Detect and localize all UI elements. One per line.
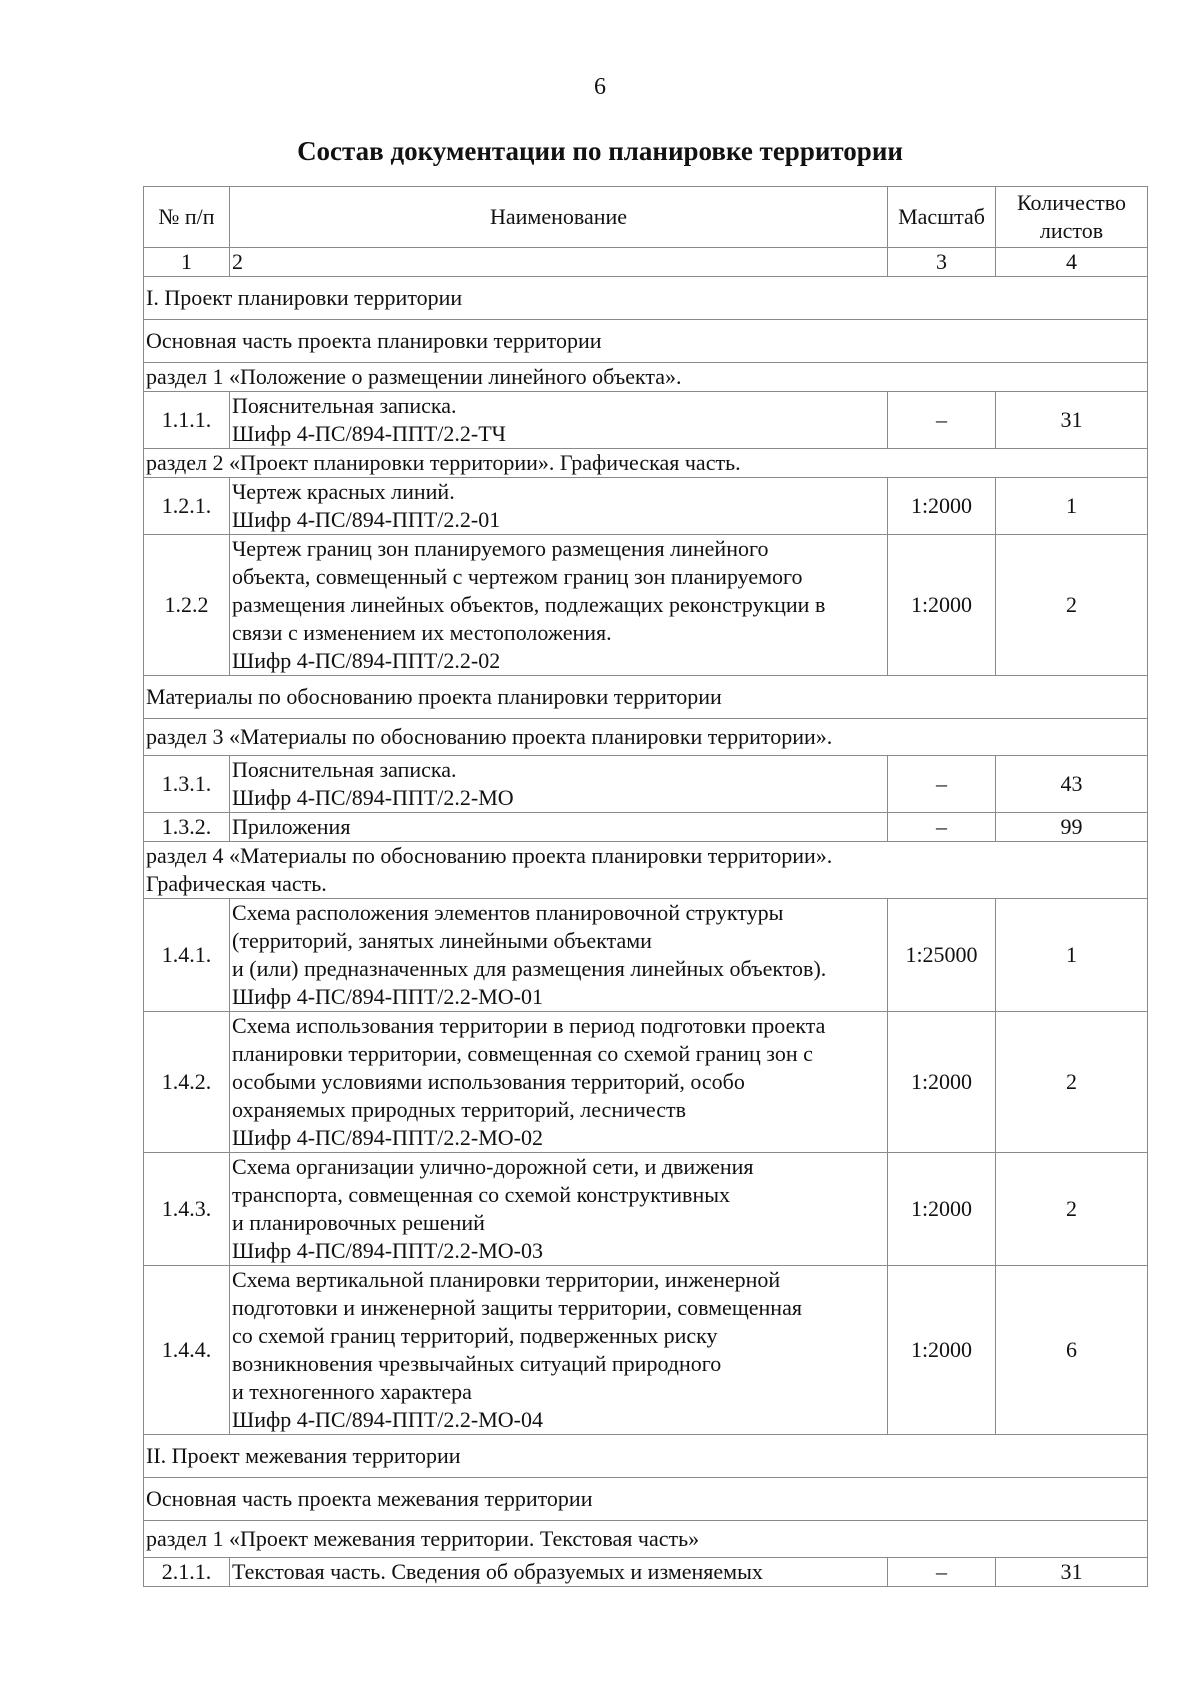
subsection-row: [144, 449, 1148, 478]
item-number: 1.2.1.: [144, 478, 230, 535]
item-sheet-count: 99: [996, 813, 1148, 842]
column-index-cell: 1: [144, 248, 230, 277]
item-number: 1.4.1.: [144, 899, 230, 1012]
section-row: [144, 277, 1148, 320]
subsection-title: [144, 449, 1148, 478]
item-name-line: со схемой границ территорий, подверженных риску: [232, 1323, 718, 1348]
subsection-line: раздел 3 «Материалы по обоснованию проекта планировки территории».: [146, 724, 833, 749]
section-title: Основная часть проекта межевания территории: [144, 1478, 1148, 1521]
table-row: [144, 1153, 1148, 1266]
item-name-line: планировки территории, совмещенная со схемой границ зон с: [232, 1041, 813, 1066]
item-number: 1.2.2: [144, 535, 230, 676]
table-row: [144, 1558, 1148, 1587]
item-name-line: Шифр 4-ПС/894-ППТ/2.2-МО-01: [232, 984, 543, 1009]
item-scale: –: [888, 813, 996, 842]
table-row: [144, 899, 1148, 1012]
subsection-row: [144, 719, 1148, 756]
column-index-cell: 3: [888, 248, 996, 277]
item-sheet-count: 2: [996, 1153, 1148, 1266]
item-sheet-count: 31: [996, 392, 1148, 449]
section-title: II. Проект межевания территории: [144, 1435, 1148, 1478]
header-count: [996, 187, 1148, 248]
item-name-line: Схема организации улично-дорожной сети, и движения: [232, 1154, 754, 1179]
subsection-row: [144, 1521, 1148, 1558]
column-index-row: [144, 248, 1148, 277]
item-name-line: Приложения: [232, 814, 351, 839]
item-scale: 1:2000: [888, 1266, 996, 1435]
header-name: Наименование: [230, 187, 888, 248]
item-sheet-count: 1: [996, 899, 1148, 1012]
section-title: Основная часть проекта планировки территории: [144, 320, 1148, 363]
subsection-line: Графическая часть.: [146, 871, 327, 896]
item-name: [230, 1266, 888, 1435]
section-title: I. Проект планировки территории: [144, 277, 1148, 320]
item-number: 1.4.3.: [144, 1153, 230, 1266]
subsection-row: [144, 363, 1148, 392]
table-body: [144, 277, 1148, 1587]
item-name: [230, 1012, 888, 1153]
item-name-line: и (или) предназначенных для размещения линейных объектов).: [232, 956, 827, 981]
table-row: [144, 478, 1148, 535]
section-row: [144, 320, 1148, 363]
item-name: [230, 535, 888, 676]
header-scale: Масштаб: [888, 187, 996, 248]
header-num: № п/п: [144, 187, 230, 248]
item-name-line: размещения линейных объектов, подлежащих реконструкции в: [232, 592, 826, 617]
item-name: [230, 392, 888, 449]
subsection-line: раздел 1 «Проект межевания территории. Текстовая часть»: [146, 1526, 700, 1551]
table-header-row: [144, 187, 1148, 248]
item-name-line: особыми условиями использования территорий, особо: [232, 1069, 745, 1094]
item-name: [230, 1558, 888, 1587]
column-index-cell: 4: [996, 248, 1148, 277]
table-row: [144, 535, 1148, 676]
item-sheet-count: 2: [996, 1012, 1148, 1153]
subsection-title: [144, 363, 1148, 392]
table-row: [144, 756, 1148, 813]
documentation-table: [143, 186, 1148, 1587]
item-number: 1.4.2.: [144, 1012, 230, 1153]
item-name-line: транспорта, совмещенная со схемой конструктивных: [232, 1182, 730, 1207]
item-name-line: возникновения чрезвычайных ситуаций природного: [232, 1351, 722, 1376]
item-number: 1.3.1.: [144, 756, 230, 813]
item-name: [230, 478, 888, 535]
item-sheet-count: 43: [996, 756, 1148, 813]
item-scale: 1:25000: [888, 899, 996, 1012]
item-name-line: Текстовая часть. Сведения об образуемых и изменяемых: [232, 1559, 763, 1584]
page-number: 6: [594, 74, 606, 100]
item-name-line: Схема вертикальной планировки территории, инженерной: [232, 1267, 781, 1292]
item-name-line: подготовки и инженерной защиты территории, совмещенная: [232, 1295, 802, 1320]
item-name-line: связи с изменением их местоположения.: [232, 620, 612, 645]
item-name-line: Чертеж границ зон планируемого размещения линейного: [232, 536, 769, 561]
document-title: Состав документации по планировке территории: [297, 136, 903, 166]
item-name-line: и планировочных решений: [232, 1210, 485, 1235]
table-row: [144, 1266, 1148, 1435]
item-name-line: Шифр 4-ПС/894-ППТ/2.2-МО-03: [232, 1238, 543, 1263]
item-name-line: (территорий, занятых линейными объектами: [232, 928, 652, 953]
header-count-line2: листов: [1039, 218, 1104, 243]
section-row: [144, 1435, 1148, 1478]
item-scale: –: [888, 392, 996, 449]
item-name-line: Пояснительная записка.: [232, 757, 457, 782]
item-name-line: Шифр 4-ПС/894-ППТ/2.2-МО-02: [232, 1125, 543, 1150]
table-row: [144, 813, 1148, 842]
item-name-line: объекта, совмещенный с чертежом границ зон планируемого: [232, 564, 803, 589]
header-count-line1: Количество: [1016, 190, 1127, 215]
item-name: [230, 813, 888, 842]
item-scale: –: [888, 756, 996, 813]
subsection-title: [144, 842, 1148, 899]
item-name: [230, 899, 888, 1012]
item-name-line: Схема использования территории в период подготовки проекта: [232, 1013, 826, 1038]
table-row: [144, 1012, 1148, 1153]
item-sheet-count: 2: [996, 535, 1148, 676]
subsection-title: [144, 1521, 1148, 1558]
item-number: 1.4.4.: [144, 1266, 230, 1435]
item-scale: 1:2000: [888, 1153, 996, 1266]
item-name-line: Шифр 4-ПС/894-ППТ/2.2-ТЧ: [232, 421, 506, 446]
item-name-line: и техногенного характера: [232, 1379, 472, 1404]
item-number: 2.1.1.: [144, 1558, 230, 1587]
subsection-line: раздел 2 «Проект планировки территории». Графическая часть.: [146, 450, 741, 475]
subsection-row: [144, 842, 1148, 899]
item-number: 1.1.1.: [144, 392, 230, 449]
item-scale: 1:2000: [888, 535, 996, 676]
subsection-line: раздел 4 «Материалы по обоснованию проекта планировки территории».: [146, 843, 833, 868]
item-name-line: Пояснительная записка.: [232, 393, 457, 418]
section-row: [144, 1478, 1148, 1521]
subsection-title: [144, 719, 1148, 756]
item-name-line: Чертеж красных линий.: [232, 479, 455, 504]
item-name: [230, 756, 888, 813]
item-name-line: охраняемых природных территорий, лесничеств: [232, 1097, 687, 1122]
column-index-cell: 2: [230, 248, 888, 277]
item-name-line: Схема расположения элементов планировочной структуры: [232, 900, 784, 925]
item-sheet-count: 6: [996, 1266, 1148, 1435]
item-sheet-count: 31: [996, 1558, 1148, 1587]
subsection-line: раздел 1 «Положение о размещении линейного объекта».: [146, 364, 682, 389]
item-name: [230, 1153, 888, 1266]
section-title: Материалы по обоснованию проекта планировки территории: [144, 676, 1148, 719]
item-scale: 1:2000: [888, 1012, 996, 1153]
item-name-line: Шифр 4-ПС/894-ППТ/2.2-01: [232, 507, 501, 532]
section-row: [144, 676, 1148, 719]
item-sheet-count: 1: [996, 478, 1148, 535]
item-name-line: Шифр 4-ПС/894-ППТ/2.2-МО: [232, 785, 514, 810]
item-name-line: Шифр 4-ПС/894-ППТ/2.2-МО-04: [232, 1407, 543, 1432]
table-row: [144, 392, 1148, 449]
item-scale: –: [888, 1558, 996, 1587]
item-name-line: Шифр 4-ПС/894-ППТ/2.2-02: [232, 648, 501, 673]
item-scale: 1:2000: [888, 478, 996, 535]
item-number: 1.3.2.: [144, 813, 230, 842]
